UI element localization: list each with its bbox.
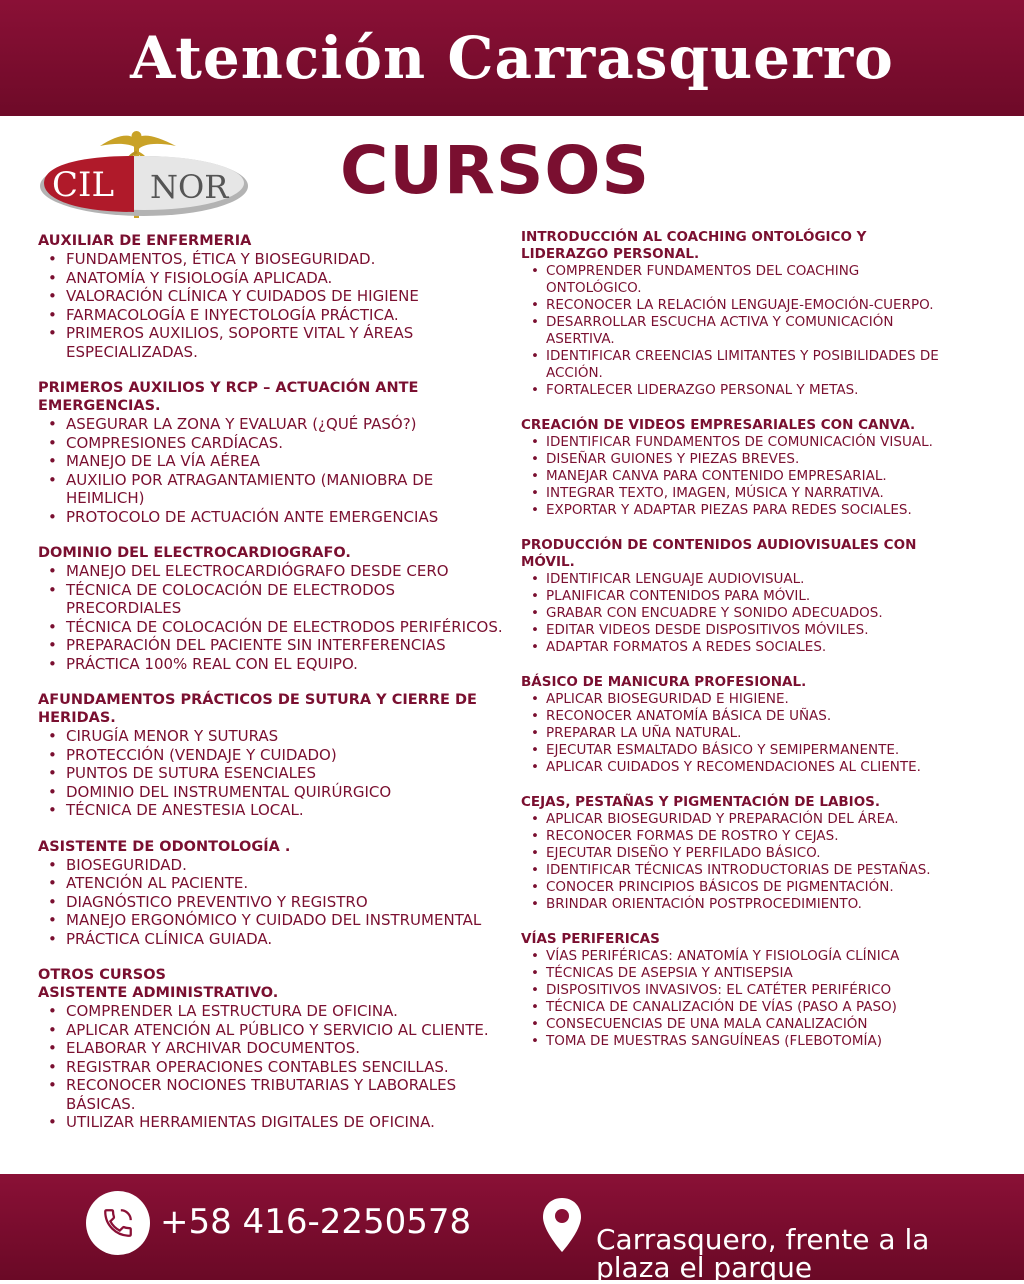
course-section xyxy=(38,379,508,526)
page-heading: CURSOS xyxy=(340,132,651,209)
course-topic: • APLICAR ATENCIÓN AL PÚBLICO Y SERVICIO AL CLIENTE. xyxy=(66,1021,508,1040)
course-topic-list xyxy=(38,727,508,820)
course-section xyxy=(521,794,941,913)
course-topic: • ATENCIÓN AL PACIENTE. xyxy=(66,874,508,893)
course-topic: • DISEÑAR GUIONES Y PIEZAS BREVES. xyxy=(546,451,941,468)
course-topic-list xyxy=(38,415,508,526)
course-topic: • COMPRENDER FUNDAMENTOS DEL COACHING ONTOLÓGICO. xyxy=(546,263,941,297)
logo-text-left: CIL xyxy=(52,165,115,205)
course-topic: • DOMINIO DEL INSTRUMENTAL QUIRÚRGICO xyxy=(66,783,508,802)
course-topic: • APLICAR BIOSEGURIDAD E HIGIENE. xyxy=(546,691,941,708)
course-topic: • FARMACOLOGÍA E INYECTOLOGÍA PRÁCTICA. xyxy=(66,306,508,325)
course-topic: • TOMA DE MUESTRAS SANGUÍNEAS (FLEBOTOMÍA) xyxy=(546,1033,941,1050)
course-topic: • MANEJO DEL ELECTROCARDIÓGRAFO DESDE CERO xyxy=(66,562,508,581)
left-course-column xyxy=(38,232,508,1150)
course-section xyxy=(38,966,508,1132)
course-topic: • RECONOCER NOCIONES TRIBUTARIAS Y LABORALES BÁSICAS. xyxy=(66,1076,508,1113)
footer-phone: +58 416-2250578 xyxy=(160,1202,472,1242)
course-title: CREACIÓN DE VIDEOS EMPRESARIALES CON CANVA. xyxy=(521,417,916,433)
course-topic: • UTILIZAR HERRAMIENTAS DIGITALES DE OFICINA. xyxy=(66,1113,508,1132)
course-title: AUXILIAR DE ENFERMERIA xyxy=(38,233,252,249)
course-topic: • PRÁCTICA 100% REAL CON EL EQUIPO. xyxy=(66,655,508,674)
course-section xyxy=(521,417,941,519)
course-topic: • PUNTOS DE SUTURA ESENCIALES xyxy=(66,764,508,783)
course-topic: • EXPORTAR Y ADAPTAR PIEZAS PARA REDES SOCIALES. xyxy=(546,502,941,519)
course-topic: • TÉCNICA DE COLOCACIÓN DE ELECTRODOS PRECORDIALES xyxy=(66,581,508,618)
course-topic: • VALORACIÓN CLÍNICA Y CUIDADOS DE HIGIENE xyxy=(66,287,508,306)
course-topic: • TÉCNICA DE COLOCACIÓN DE ELECTRODOS PERIFÉRICOS. xyxy=(66,618,508,637)
course-topic: • TÉCNICA DE ANESTESIA LOCAL. xyxy=(66,801,508,820)
course-topic-list xyxy=(521,434,941,519)
course-topic: • CONSECUENCIAS DE UNA MALA CANALIZACIÓN xyxy=(546,1016,941,1033)
course-title: PRIMEROS AUXILIOS Y RCP – ACTUACIÓN ANTE EMERGENCIAS. xyxy=(38,380,419,414)
course-section xyxy=(38,838,508,949)
course-section xyxy=(521,537,941,656)
course-topic-list xyxy=(38,250,508,361)
course-section xyxy=(521,674,941,776)
course-title: DOMINIO DEL ELECTROCARDIOGRAFO. xyxy=(38,545,351,561)
course-topic: • RECONOCER ANATOMÍA BÁSICA DE UÑAS. xyxy=(546,708,941,725)
course-topic: • IDENTIFICAR TÉCNICAS INTRODUCTORIAS DE PESTAÑAS. xyxy=(546,862,941,879)
course-section xyxy=(521,931,941,1050)
course-topic: • PRÁCTICA CLÍNICA GUIADA. xyxy=(66,930,508,949)
course-topic-list xyxy=(38,1002,508,1132)
course-topic-list xyxy=(521,571,941,656)
course-topic: • EJECUTAR DISEÑO Y PERFILADO BÁSICO. xyxy=(546,845,941,862)
course-title: OTROS CURSOS xyxy=(38,967,166,983)
course-topic-list xyxy=(521,263,941,399)
course-topic: • ASEGURAR LA ZONA Y EVALUAR (¿QUÉ PASÓ?) xyxy=(66,415,508,434)
header-banner xyxy=(0,0,1024,116)
course-topic: • PRIMEROS AUXILIOS, SOPORTE VITAL Y ÁREAS ESPECIALIZADAS. xyxy=(66,324,508,361)
course-section xyxy=(38,544,508,673)
course-section xyxy=(38,691,508,820)
course-topic: • COMPRESIONES CARDÍACAS. xyxy=(66,434,508,453)
course-topic: • PROTOCOLO DE ACTUACIÓN ANTE EMERGENCIAS xyxy=(66,508,508,527)
course-topic: • DISPOSITIVOS INVASIVOS: EL CATÉTER PERIFÉRICO xyxy=(546,982,941,999)
course-topic: • REGISTRAR OPERACIONES CONTABLES SENCILLAS. xyxy=(66,1058,508,1077)
course-title: VÍAS PERIFERICAS xyxy=(521,931,660,947)
logo-text-right: NOR xyxy=(150,168,229,206)
phone-icon xyxy=(86,1191,150,1255)
course-title: BÁSICO DE MANICURA PROFESIONAL. xyxy=(521,674,807,690)
course-section xyxy=(38,232,508,361)
course-topic: • PREPARACIÓN DEL PACIENTE SIN INTERFERENCIAS xyxy=(66,636,508,655)
course-title: INTRODUCCIÓN AL COACHING ONTOLÓGICO Y LIDERAZGO PERSONAL. xyxy=(521,229,867,262)
course-topic: • CIRUGÍA MENOR Y SUTURAS xyxy=(66,727,508,746)
course-topic: • BRINDAR ORIENTACIÓN POSTPROCEDIMIENTO. xyxy=(546,896,941,913)
course-topic: • IDENTIFICAR LENGUAJE AUDIOVISUAL. xyxy=(546,571,941,588)
course-topic: • INTEGRAR TEXTO, IMAGEN, MÚSICA Y NARRATIVA. xyxy=(546,485,941,502)
course-topic: • APLICAR BIOSEGURIDAD Y PREPARACIÓN DEL ÁREA. xyxy=(546,811,941,828)
course-topic: • IDENTIFICAR CREENCIAS LIMITANTES Y POSIBILIDADES DE ACCIÓN. xyxy=(546,348,941,382)
course-topic-list xyxy=(38,856,508,949)
location-pin-icon xyxy=(540,1196,584,1258)
course-topic: • COMPRENDER LA ESTRUCTURA DE OFICINA. xyxy=(66,1002,508,1021)
course-title: PRODUCCIÓN DE CONTENIDOS AUDIOVISUALES CON MÓVIL. xyxy=(521,537,917,570)
course-topic: • DESARROLLAR ESCUCHA ACTIVA Y COMUNICACIÓN ASERTIVA. xyxy=(546,314,941,348)
course-topic: • IDENTIFICAR FUNDAMENTOS DE COMUNICACIÓN VISUAL. xyxy=(546,434,941,451)
course-topic: • EDITAR VIDEOS DESDE DISPOSITIVOS MÓVILES. xyxy=(546,622,941,639)
course-topic: • CONOCER PRINCIPIOS BÁSICOS DE PIGMENTACIÓN. xyxy=(546,879,941,896)
course-section xyxy=(521,229,941,399)
course-title: CEJAS, PESTAÑAS Y PIGMENTACIÓN DE LABIOS. xyxy=(521,794,881,810)
course-topic: • DIAGNÓSTICO PREVENTIVO Y REGISTRO xyxy=(66,893,508,912)
course-topic: • RECONOCER FORMAS DE ROSTRO Y CEJAS. xyxy=(546,828,941,845)
course-topic: • APLICAR CUIDADOS Y RECOMENDACIONES AL CLIENTE. xyxy=(546,759,941,776)
footer-address: Carrasquero, frente a la plaza el parque xyxy=(596,1223,930,1284)
course-topic: • PLANIFICAR CONTENIDOS PARA MÓVIL. xyxy=(546,588,941,605)
course-topic-list xyxy=(521,691,941,776)
course-topic: • TÉCNICAS DE ASEPSIA Y ANTISEPSIA xyxy=(546,965,941,982)
course-topic: • FUNDAMENTOS, ÉTICA Y BIOSEGURIDAD. xyxy=(66,250,508,269)
course-topic: • BIOSEGURIDAD. xyxy=(66,856,508,875)
course-topic: • MANEJAR CANVA PARA CONTENIDO EMPRESARIAL. xyxy=(546,468,941,485)
header-title: Atención Carrasquerro xyxy=(130,24,894,92)
course-topic: • VÍAS PERIFÉRICAS: ANATOMÍA Y FISIOLOGÍA CLÍNICA xyxy=(546,948,941,965)
course-topic: • FORTALECER LIDERAZGO PERSONAL Y METAS. xyxy=(546,382,941,399)
course-title: AFUNDAMENTOS PRÁCTICOS DE SUTURA Y CIERRE DE HERIDAS. xyxy=(38,692,477,726)
course-topic: • ELABORAR Y ARCHIVAR DOCUMENTOS. xyxy=(66,1039,508,1058)
course-topic: • PREPARAR LA UÑA NATURAL. xyxy=(546,725,941,742)
course-topic: • RECONOCER LA RELACIÓN LENGUAJE-EMOCIÓN-CUERPO. xyxy=(546,297,941,314)
right-course-column xyxy=(521,229,941,1068)
course-topic: • AUXILIO POR ATRAGANTAMIENTO (MANIOBRA DE HEIMLICH) xyxy=(66,471,508,508)
course-topic: • GRABAR CON ENCUADRE Y SONIDO ADECUADOS. xyxy=(546,605,941,622)
course-topic-list xyxy=(38,562,508,673)
cilnor-logo xyxy=(38,128,250,220)
course-topic: • PROTECCIÓN (VENDAJE Y CUIDADO) xyxy=(66,746,508,765)
course-topic: • ADAPTAR FORMATOS A REDES SOCIALES. xyxy=(546,639,941,656)
course-topic: • EJECUTAR ESMALTADO BÁSICO Y SEMIPERMANENTE. xyxy=(546,742,941,759)
course-title: ASISTENTE DE ODONTOLOGÍA . xyxy=(38,838,291,855)
course-topic: • TÉCNICA DE CANALIZACIÓN DE VÍAS (PASO A PASO) xyxy=(546,999,941,1016)
course-topic: • MANEJO DE LA VÍA AÉREA xyxy=(66,452,508,471)
course-topic-list xyxy=(521,811,941,913)
course-topic: • MANEJO ERGONÓMICO Y CUIDADO DEL INSTRUMENTAL xyxy=(66,911,508,930)
course-topic: • ANATOMÍA Y FISIOLOGÍA APLICADA. xyxy=(66,269,508,288)
course-subtitle: ASISTENTE ADMINISTRATIVO. xyxy=(38,985,279,1001)
course-topic-list xyxy=(521,948,941,1050)
